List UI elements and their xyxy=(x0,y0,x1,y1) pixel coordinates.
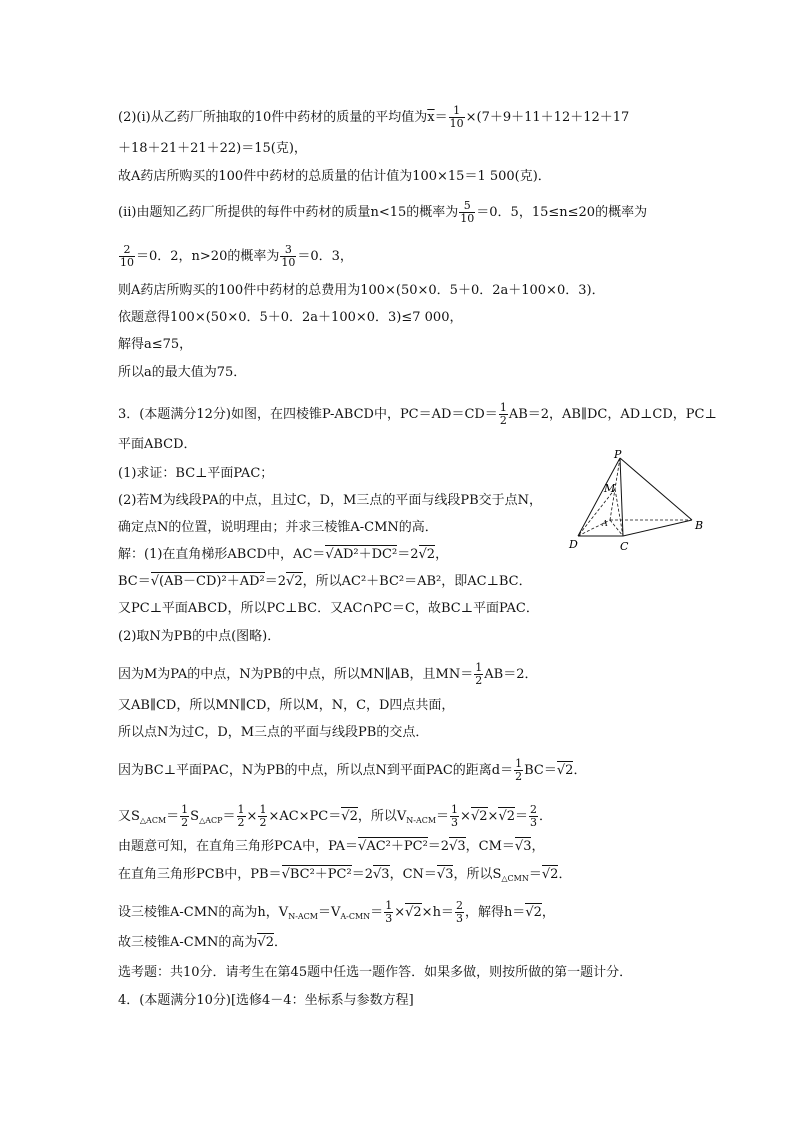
p2-line-9 xyxy=(118,364,246,382)
denominator: 2 xyxy=(259,816,267,829)
text: ×h＝ xyxy=(421,905,454,920)
text: ×(7＋9＋11＋12＋12＋17 xyxy=(465,110,630,125)
denominator: 10 xyxy=(281,256,296,269)
fraction xyxy=(455,900,464,925)
text: ＝2 xyxy=(397,547,419,562)
radicand: 2 xyxy=(349,809,358,824)
text: ＝V xyxy=(317,905,341,920)
fraction xyxy=(384,900,393,925)
text: (2)取N为PB的中点(图略)． xyxy=(118,629,281,644)
numerator: 1 xyxy=(515,757,523,770)
denominator: 3 xyxy=(451,816,459,829)
p2-line-3 xyxy=(118,168,551,186)
radicand: 2 xyxy=(506,809,516,824)
radicand: AC²＋PC² xyxy=(366,839,428,854)
text: × xyxy=(460,809,471,824)
text: × xyxy=(487,809,499,824)
text: 则A药店所购买的100件中药材的总费用为100×(50×0．5＋0．2a＋100×0．3)． xyxy=(118,283,605,298)
denominator: 2 xyxy=(499,414,507,427)
text: 因为BC⊥平面PAC，N为PB的中点，所以点N到平面PAC的距离d＝ xyxy=(118,763,514,778)
text: ＝ xyxy=(528,867,542,882)
text: 选考题：共10分．请考生在第45题中任选一题作答．如果多做，则按所做的第一题计分． xyxy=(118,965,633,980)
numerator: 2 xyxy=(455,899,463,912)
denominator: 2 xyxy=(515,770,523,783)
text: ＝ xyxy=(436,809,450,824)
text: 又PC⊥平面ABCD，所以PC⊥BC．又AC∩PC＝C，故BC⊥平面PAC． xyxy=(118,601,539,616)
text: ，所以S xyxy=(453,867,502,882)
text: 3．(本题满分12分)如图，在四棱锥P-ABCD中，PC＝AD＝CD＝ xyxy=(118,407,498,422)
sqrt xyxy=(471,807,488,824)
sqrt xyxy=(498,807,515,824)
numerator: 1 xyxy=(475,661,483,674)
edge-pb xyxy=(620,458,692,520)
x-bar: $\overline{x}$ xyxy=(427,110,435,125)
p2-line-6 xyxy=(118,282,605,300)
text: BC＝ xyxy=(118,574,151,589)
text: ＝ xyxy=(166,809,180,824)
sqrt xyxy=(525,903,542,920)
subscript: A-CMN xyxy=(340,912,371,921)
sqrt xyxy=(542,865,559,882)
p2-line-2 xyxy=(118,140,307,158)
radicand: 3 xyxy=(523,839,532,854)
text: 因为M为PA的中点，N为PB的中点，所以MN∥AB，且MN＝ xyxy=(118,667,474,682)
fraction xyxy=(450,804,459,829)
text: ＝ xyxy=(222,809,236,824)
numerator: 1 xyxy=(385,899,393,912)
text: (2)(ⅰ)从乙药厂所抽取的10件中药材的质量的平均值为 xyxy=(118,110,428,125)
fraction xyxy=(280,244,296,269)
p2-line-8 xyxy=(118,336,192,354)
denominator: 3 xyxy=(455,912,463,925)
text: ，解得h＝ xyxy=(464,905,526,920)
text: BC＝ xyxy=(524,763,557,778)
radicand: BC²＋PC² xyxy=(289,867,352,882)
numerator: 1 xyxy=(449,105,465,118)
radicand: 2 xyxy=(413,905,422,920)
label-b: B xyxy=(695,519,704,532)
label-m: M xyxy=(604,482,616,495)
text: S xyxy=(190,809,200,824)
text: ＝0．5，15≤n≤20的概率为 xyxy=(476,205,648,220)
sqrt xyxy=(151,572,265,589)
radicand: 2 xyxy=(294,574,303,589)
text: 又S xyxy=(118,809,140,824)
p3-sol-7 xyxy=(118,724,428,742)
radicand: 3 xyxy=(445,867,454,882)
text: ． xyxy=(274,935,288,950)
text: × xyxy=(394,905,406,920)
fraction xyxy=(474,662,483,687)
sqrt xyxy=(515,837,532,854)
p3-sol-3 xyxy=(118,600,539,618)
denominator: 10 xyxy=(460,212,475,225)
denominator: 10 xyxy=(120,256,134,269)
p2-line-1 xyxy=(118,105,629,130)
subscript: △ACM xyxy=(139,816,167,825)
numerator: 1 xyxy=(499,401,507,414)
p3-sol-2 xyxy=(118,573,532,591)
sqrt xyxy=(419,545,436,562)
radicand: 3 xyxy=(381,867,390,882)
sqrt xyxy=(257,933,274,950)
text: ， xyxy=(541,905,555,920)
subscript: N-ACM xyxy=(288,912,318,921)
denominator: 2 xyxy=(181,816,189,829)
denominator: 2 xyxy=(475,674,483,687)
text: ＝ xyxy=(434,110,448,125)
p3-heading-cont xyxy=(118,436,197,454)
p3-q2b xyxy=(118,519,438,537)
radicand: 3 xyxy=(457,839,466,854)
text: 由题意可知，在直角三角形PCA中，PA＝ xyxy=(118,839,359,854)
p3-sol-12 xyxy=(118,900,555,926)
p3-sol-5 xyxy=(118,662,537,687)
edge-ac xyxy=(610,520,623,536)
numerator: 1 xyxy=(237,803,245,816)
radicand: 2 xyxy=(265,935,274,950)
text: 所以点N为过C，D，M三点的平面与线段PB的交点． xyxy=(118,725,429,740)
sqrt xyxy=(449,837,466,854)
p3-heading xyxy=(118,402,717,427)
text: ，CM＝ xyxy=(465,839,515,854)
edge-pc xyxy=(620,458,623,536)
p4-heading xyxy=(118,992,414,1010)
text: ＝2 xyxy=(351,867,373,882)
p3-sol-6 xyxy=(118,697,454,715)
text: ＝ xyxy=(370,905,384,920)
fraction xyxy=(459,200,475,225)
fraction xyxy=(258,804,267,829)
text: 故三棱锥A-CMN的高为 xyxy=(118,935,258,950)
label-d: D xyxy=(569,538,578,551)
elective-note xyxy=(118,964,632,982)
text: (ⅱ)由题知乙药厂所提供的每件中药材的质量n<15的概率为 xyxy=(118,205,459,220)
text: ． xyxy=(539,809,553,824)
sqrt xyxy=(358,837,428,854)
sqrt xyxy=(405,903,422,920)
sqrt xyxy=(373,865,390,882)
fraction xyxy=(529,804,538,829)
p3-sol-9 xyxy=(118,804,552,830)
label-c: C xyxy=(620,540,629,553)
denominator: 3 xyxy=(530,816,538,829)
p3-sol-11 xyxy=(118,866,571,888)
text: 解：(1)在直角梯形ABCD中，AC＝ xyxy=(118,547,326,562)
text: 确定点N的位置，说明理由；并求三棱锥A-CMN的高． xyxy=(118,520,438,535)
text: ，所以V xyxy=(357,809,407,824)
numerator: 1 xyxy=(181,803,189,816)
text: × xyxy=(246,809,258,824)
sqrt xyxy=(437,865,454,882)
numerator: 2 xyxy=(530,803,538,816)
p3-sol-13 xyxy=(118,934,287,952)
p3-sol-1 xyxy=(118,546,448,564)
fraction xyxy=(119,244,135,269)
fraction xyxy=(180,804,189,829)
denominator: 10 xyxy=(449,117,464,130)
subscript: △CMN xyxy=(501,874,529,883)
pyramid-figure xyxy=(560,450,710,560)
text: 故A药店所购买的100件中药材的总质量的估计值为100×15＝1 500(克)． xyxy=(118,169,551,184)
p2-line-7 xyxy=(118,309,462,327)
radicand: 2 xyxy=(426,547,436,562)
sqrt xyxy=(282,865,352,882)
fraction xyxy=(237,804,246,829)
denominator: 2 xyxy=(237,816,245,829)
text: 设三棱锥A-CMN的高为h，V xyxy=(118,905,289,920)
text: AB＝2． xyxy=(484,667,538,682)
p3-sol-4 xyxy=(118,628,280,646)
text: 所以a的最大值为75． xyxy=(118,365,247,380)
sqrt xyxy=(557,761,574,778)
text: ． xyxy=(573,763,587,778)
numerator: 2 xyxy=(119,244,135,257)
p3-q2a xyxy=(118,492,542,510)
p2-line-5 xyxy=(118,244,353,269)
fraction xyxy=(514,758,523,783)
text: ＝ xyxy=(515,809,529,824)
label-p: P xyxy=(614,450,622,461)
text: ，CN＝ xyxy=(389,867,437,882)
numerator: 3 xyxy=(280,244,296,257)
radicand: AD²＋DC² xyxy=(333,547,398,562)
denominator: 3 xyxy=(385,912,393,925)
text: AB＝2，AB∥DC，AD⊥CD，PC⊥ xyxy=(508,407,717,422)
text: (1)求证：BC⊥平面PAC； xyxy=(118,466,274,481)
text: ＝0．2，n>20的概率为 xyxy=(136,249,280,264)
radicand: 2 xyxy=(550,867,559,882)
text: 在直角三角形PCB中，PB＝ xyxy=(118,867,282,882)
p3-q1 xyxy=(118,465,273,483)
sqrt xyxy=(286,572,303,589)
sqrt xyxy=(325,545,397,562)
text: ＝2 xyxy=(264,574,287,589)
fraction xyxy=(449,105,465,130)
fraction xyxy=(499,402,508,427)
text: ， xyxy=(435,547,449,562)
subscript: N-ACM xyxy=(406,816,437,825)
numerator: 1 xyxy=(259,803,267,816)
numerator: 1 xyxy=(451,803,459,816)
radicand: 2 xyxy=(479,809,488,824)
p3-sol-10 xyxy=(118,838,545,856)
text: 平面ABCD． xyxy=(118,437,197,452)
label-a: A xyxy=(602,519,608,528)
text: (2)若M为线段PA的中点，且过C，D，M三点的平面与线段PB交于点N， xyxy=(118,493,543,508)
text: ＝2 xyxy=(427,839,450,854)
edge-cb xyxy=(623,520,692,536)
text: 4．(本题满分10分)[选修4－4：坐标系与参数方程] xyxy=(118,993,414,1008)
radicand: 2 xyxy=(533,905,542,920)
text: ， xyxy=(531,839,545,854)
text: 又AB∥CD，所以MN∥CD，所以M，N，C，D四点共面， xyxy=(118,698,455,713)
sqrt xyxy=(341,807,358,824)
numerator: 5 xyxy=(459,200,475,213)
text: ，所以AC²＋BC²＝AB²，即AC⊥BC． xyxy=(302,574,532,589)
text: ＋18＋21＋21＋22)＝15(克)， xyxy=(118,141,307,156)
subscript: △ACP xyxy=(199,816,223,825)
radicand: 2 xyxy=(565,763,574,778)
edge-md xyxy=(578,489,615,536)
text: 解得a≤75， xyxy=(118,337,193,352)
p3-sol-8 xyxy=(118,758,586,783)
text: ． xyxy=(558,867,572,882)
text: 依题意得100×(50×0．5＋0．2a＋100×0．3)≤7 000， xyxy=(118,310,463,325)
radicand: (AB－CD)²＋AD² xyxy=(159,574,265,589)
text: ＝0．3， xyxy=(297,249,353,264)
text: ×AC×PC＝ xyxy=(268,809,342,824)
p2-line-4 xyxy=(118,200,647,225)
